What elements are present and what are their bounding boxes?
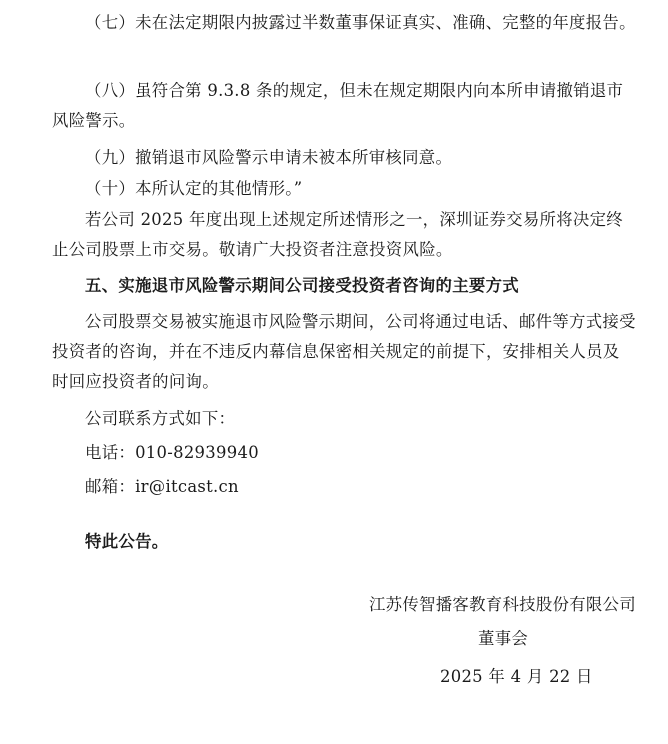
item-7-paragraph: （七）未在法定期限内披露过半数董事保证真实、准确、完整的年度报告。 <box>85 13 636 32</box>
contact-intro: 公司联系方式如下： <box>85 409 236 428</box>
item-9-paragraph: （九）撤销退市风险警示申请未被本所审核同意。 <box>85 148 453 167</box>
signature-company: 江苏传智播客教育科技股份有限公司 <box>368 595 636 614</box>
signature-board: 董事会 <box>478 629 529 648</box>
signature-date: 2025 年 4 月 22 日 <box>440 667 593 686</box>
item-10-paragraph: （十）本所认定的其他情形。” <box>85 179 303 198</box>
section-5-heading: 五、实施退市风险警示期间公司接受投资者咨询的主要方式 <box>85 276 519 295</box>
closing-statement: 特此公告。 <box>85 532 169 551</box>
item-8-paragraph: （八）虽符合第 9.3.8 条的规定，但未在规定期限内向本所申请撤销退市风险警示。 <box>52 81 624 130</box>
contact-email: 邮箱：ir@itcast.cn <box>85 477 239 496</box>
risk-warning-paragraph: 若公司 2025 年度出现上述规定所述情形之一，深圳证券交易所将决定终止公司股票上市交易。敬请广大投资者注意投资风险。 <box>52 210 623 259</box>
contact-phone: 电话：010-82939940 <box>85 443 259 462</box>
section-5-body: 公司股票交易被实施退市风险警示期间，公司将通过电话、邮件等方式接受投资者的咨询，并在不违反内幕信息保密相关规定的前提下，安排相关人员及时回应投资者的问询。 <box>52 312 636 391</box>
